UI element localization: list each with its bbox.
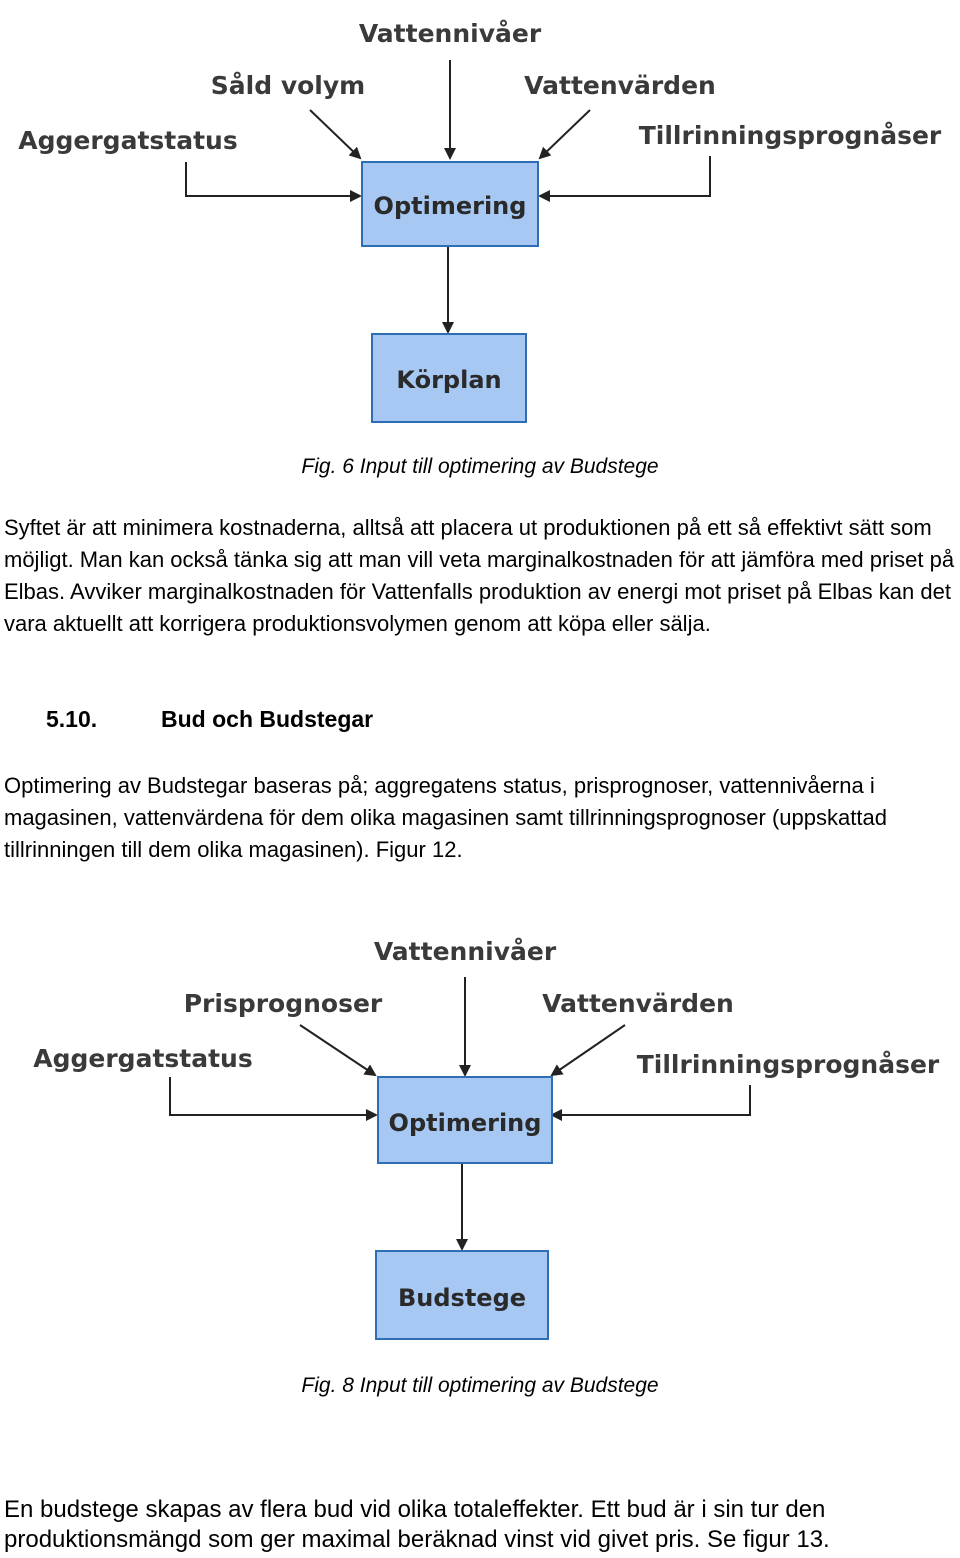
budstege-box-label: Budstege (397, 1284, 527, 1312)
paragraph-2: Optimering av Budstegar baseras på; aggregatens status, prisprognoser, vattennivåerna i magasinen, vattenvärdena för dem olika magasinen samt tillrinningsprognoser (uppskattad tillrinningen till dem olika magasinen). Figur 12. (4, 773, 887, 862)
label-aggergatstatus: Aggergatstatus (18, 126, 238, 155)
figure-1-caption: Fig. 6 Input till optimering av Budstege (301, 455, 659, 478)
label-tillrinningsprognaser: Tillrinningsprognåser (636, 1050, 940, 1079)
label-vattennivaer: Vattennivåer (373, 937, 557, 966)
optimering-box-label: Optimering (373, 192, 527, 220)
label-vattenvarden: Vattenvärden (542, 989, 734, 1018)
label-aggergatstatus: Aggergatstatus (33, 1044, 253, 1073)
label-tillrinningsprognaser: Tillrinningsprognåser (638, 121, 942, 150)
figure-1-diagram (0, 0, 960, 440)
label-vattennivaer: Vattennivåer (358, 19, 542, 48)
paragraph-1: Syftet är att minimera kostnaderna, alltså att placera ut produktionen på ett så effektivt sätt som möjligt. Man kan också tänka sig att man vill veta marginalkostnaden för att jämföra med priset på Elbas. Avviker marginalkostnaden för Vattenfalls produktion av energi mot priset på Elbas kan det vara aktuellt att korrigera produktionsvolymen genom att köpa eller sälja. (4, 515, 955, 636)
section-number: 5.10. (46, 706, 98, 732)
figure-2-diagram (0, 925, 960, 1350)
label-vattenvarden: Vattenvärden (524, 71, 716, 100)
paragraph-3: En budstege skapas av flera bud vid olika totaleffekter. Ett bud är i sin tur den produktionsmängd som ger maximal beräknad vinst vid givet pris. Se figur 13. (4, 1496, 830, 1553)
label-sald-volym: Såld volym (210, 71, 366, 100)
korplan-box-label: Körplan (396, 366, 502, 394)
label-prisprognoser: Prisprognoser (183, 989, 383, 1018)
section-heading (46, 706, 373, 733)
section-title: Bud och Budstegar (161, 706, 374, 732)
figure-2-caption: Fig. 8 Input till optimering av Budstege (301, 1374, 659, 1397)
optimering-box-label: Optimering (388, 1109, 542, 1137)
